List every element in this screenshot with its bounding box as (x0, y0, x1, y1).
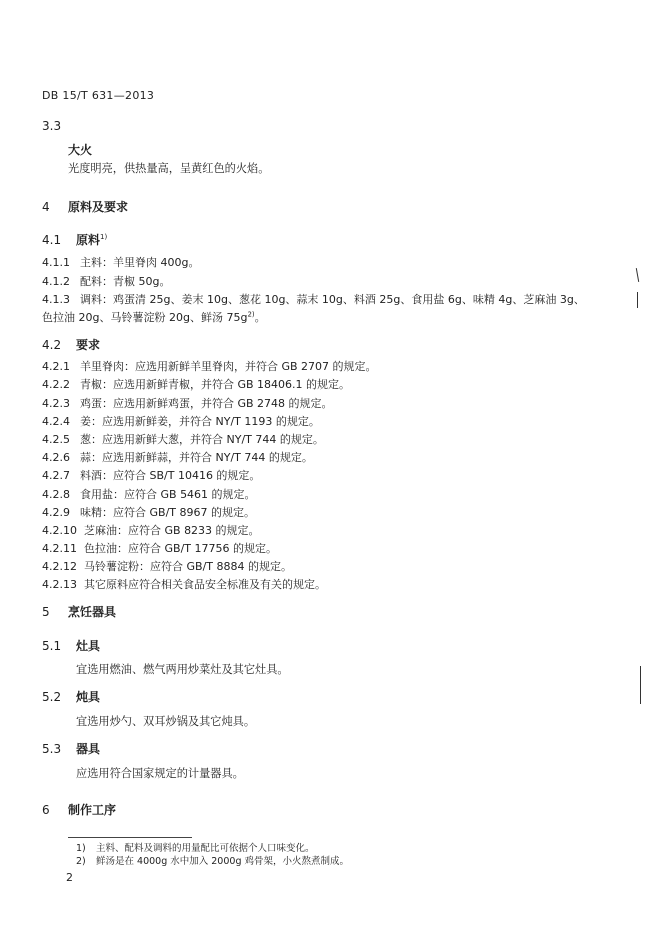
section-5-2-text: 宜选用炒勺、双耳炒锅及其它炖具。 (76, 715, 256, 728)
section-5-1-heading (42, 637, 100, 654)
section-5-1-text: 宜选用燃油、燃气两用炒菜灶及其它灶具。 (76, 663, 289, 676)
section-6-heading (42, 801, 116, 818)
list-item (42, 576, 326, 592)
term-definition: 光度明亮，供热量高，呈黄红色的火焰。 (68, 162, 270, 175)
item-text: 料酒：应符合 SB/T 10416 的规定。 (80, 469, 261, 482)
item-number: 4.1.1 (42, 256, 70, 269)
item-number: 4.2.3 (42, 397, 70, 410)
item-text: 配料：青椒 50g。 (80, 275, 171, 288)
item-number: 4.2.13 (42, 578, 77, 591)
list-item (42, 376, 350, 392)
item-number: 4.1.3 (42, 293, 70, 306)
item-number: 4.2.7 (42, 469, 70, 482)
section-3-3-number: 3.3 (42, 119, 62, 133)
item-text: 味精：应符合 GB/T 8967 的规定。 (80, 506, 255, 519)
section-5-title: 烹饪器具 (68, 605, 117, 619)
section-5-2-number: 5.2 (42, 690, 62, 704)
item-number: 4.1.2 (42, 275, 70, 288)
footnote (76, 840, 315, 854)
term-heading: 大火 (68, 143, 93, 157)
list-item (42, 504, 255, 520)
section-5-number: 5 (42, 605, 50, 619)
section-5-3-heading (42, 740, 100, 757)
section-4-title: 原料及要求 (68, 200, 129, 214)
item-number: 4.2.5 (42, 433, 70, 446)
item-text: 羊里脊肉：应选用新鲜羊里脊肉，并符合 GB 2707 的规定。 (80, 360, 377, 373)
list-item (42, 540, 277, 556)
list-item (42, 291, 585, 307)
list-item (42, 254, 199, 270)
scan-mark (636, 268, 639, 282)
section-4-1-heading (42, 231, 107, 248)
item-number: 4.2.10 (42, 524, 77, 537)
section-4-1-title: 原料 (76, 233, 101, 247)
footnote-number: 2) (76, 856, 86, 867)
list-item (42, 467, 260, 483)
scan-mark (640, 666, 641, 704)
section-4-2-heading (42, 336, 100, 353)
section-4-2-number: 4.2 (42, 338, 62, 352)
footnote-ref-1: 1) (100, 233, 108, 241)
item-number: 4.2.9 (42, 506, 70, 519)
section-5-1-number: 5.1 (42, 639, 62, 653)
item-number: 4.2.8 (42, 488, 70, 501)
page-number: 2 (66, 871, 73, 884)
item-text: 其它原料应符合相关食品安全标准及有关的规定。 (84, 578, 326, 591)
section-4-number: 4 (42, 200, 50, 214)
item-text: 蒜：应选用新鲜蒜，并符合 NY/T 744 的规定。 (80, 451, 313, 464)
list-item (42, 413, 320, 429)
footnote-ref-2: 2) (247, 310, 255, 319)
list-item (42, 395, 333, 411)
item-text: 食用盐：应符合 GB 5461 的规定。 (80, 488, 256, 501)
document-id: DB 15/T 631—2013 (42, 89, 155, 102)
item-text: 葱：应选用新鲜大葱，并符合 NY/T 744 的规定。 (80, 433, 324, 446)
list-item (42, 486, 256, 502)
footnote-text: 鲜汤是在 4000g 水中加入 2000g 鸡骨架，小火熬煮制成。 (96, 856, 349, 867)
footnote (76, 853, 349, 867)
list-item (42, 273, 170, 289)
footnote-number: 1) (76, 843, 86, 854)
item-number: 4.2.1 (42, 360, 70, 373)
item-text: 姜：应选用新鲜姜，并符合 NY/T 1193 的规定。 (80, 415, 320, 428)
section-6-title: 制作工序 (68, 803, 117, 817)
section-5-3-number: 5.3 (42, 742, 62, 756)
list-item-continuation (42, 309, 266, 325)
scan-mark (637, 292, 638, 308)
section-5-3-title: 器具 (76, 742, 101, 756)
section-5-2-title: 炖具 (76, 690, 101, 704)
section-5-heading (42, 603, 116, 620)
section-4-2-title: 要求 (76, 338, 101, 352)
item-text: 色拉油：应符合 GB/T 17756 的规定。 (84, 542, 277, 555)
footnote-text: 主料、配料及调料的用量配比可依据个人口味变化。 (96, 843, 315, 854)
item-text: 芝麻油：应符合 GB 8233 的规定。 (84, 524, 260, 537)
item-text: 调料：鸡蛋清 25g、姜末 10g、葱花 10g、蒜末 10g、料酒 25g、食用盐 6g、味精 4g、芝麻油 3g、 (80, 293, 585, 306)
footnote-separator (68, 837, 192, 838)
item-text: 鸡蛋：应选用新鲜鸡蛋，并符合 GB 2748 的规定。 (80, 397, 333, 410)
item-number: 4.2.12 (42, 560, 77, 573)
section-4-1-number: 4.1 (42, 233, 62, 247)
list-item (42, 358, 377, 374)
item-number: 4.2.6 (42, 451, 70, 464)
item-text-continuation: 色拉油 20g、马铃薯淀粉 20g、鲜汤 75g (42, 311, 248, 324)
section-5-1-title: 灶具 (76, 639, 101, 653)
item-number: 4.2.11 (42, 542, 77, 555)
list-item (42, 522, 260, 538)
item-number: 4.2.4 (42, 415, 70, 428)
section-4-heading (42, 198, 128, 215)
item-text: 马铃薯淀粉：应符合 GB/T 8884 的规定。 (84, 560, 292, 573)
list-item (42, 431, 324, 447)
section-5-3-text: 应选用符合国家规定的计量器具。 (76, 767, 244, 780)
section-6-number: 6 (42, 803, 50, 817)
section-5-2-heading (42, 688, 100, 705)
item-number: 4.2.2 (42, 378, 70, 391)
item-text-end: 。 (254, 311, 266, 324)
list-item (42, 449, 313, 465)
item-text: 青椒：应选用新鲜青椒，并符合 GB 18406.1 的规定。 (80, 378, 351, 391)
item-text: 主料：羊里脊肉 400g。 (80, 256, 200, 269)
list-item (42, 558, 292, 574)
